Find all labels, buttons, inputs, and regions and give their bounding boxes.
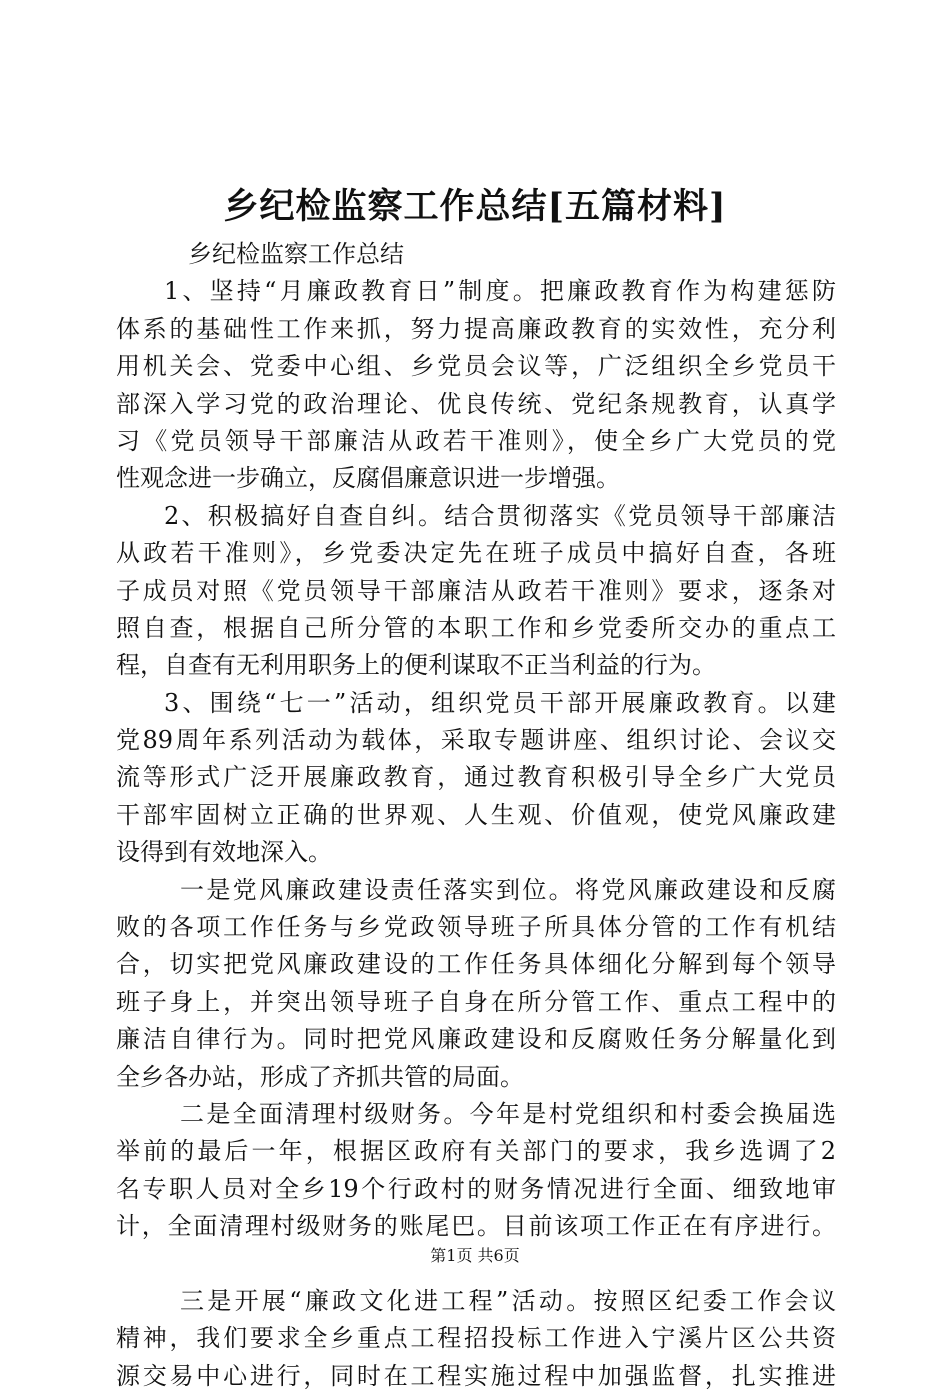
paragraph-line: 全乡各办站，形成了齐抓共管的局面。 bbox=[116, 1062, 524, 1091]
paragraph-line: 败的各项工作任务与乡党政领导班子所具体分管的工作有机结 bbox=[116, 913, 836, 942]
paragraph-line: 从政若干准则》，乡党委决定先在班子成员中搞好自查，各班 bbox=[116, 539, 836, 568]
paragraph-line: 习《党员领导干部廉洁从政若干准则》，使全乡广大党员的党 bbox=[116, 426, 836, 455]
paragraph-line: 二是全面清理村级财务。今年是村党组织和村委会换届选 bbox=[180, 1099, 836, 1128]
paragraph-line: 源交易中心进行，同时在工程实施过程中加强监督，扎实推进 bbox=[116, 1361, 836, 1390]
paragraph-line: 三是开展“廉政文化进工程”活动。按照区纪委工作会议 bbox=[180, 1286, 836, 1315]
document-body bbox=[116, 236, 836, 1395]
paragraph-line: 一是党风廉政建设责任落实到位。将党风廉政建设和反腐 bbox=[180, 875, 836, 904]
paragraph-line: 精神，我们要求全乡重点工程招投标工作进入宁溪片区公共资 bbox=[116, 1324, 836, 1353]
page-number: 第1页 共6页 bbox=[430, 1246, 520, 1265]
paragraph-line: 计，全面清理村级财务的账尾巴。目前该项工作正在有序进行。 bbox=[116, 1212, 836, 1241]
paragraph-line: 部深入学习党的政治理论、优良传统、党纪条规教育，认真学 bbox=[116, 389, 836, 418]
paragraph-line: 设得到有效地深入。 bbox=[116, 838, 332, 867]
paragraph-line: 班子身上，并突出领导班子自身在所分管工作、重点工程中的 bbox=[116, 987, 836, 1016]
paragraph-line: 2、积极搞好自查自纠。结合贯彻落实《党员领导干部廉洁 bbox=[164, 501, 836, 530]
paragraph-line: 流等形式广泛开展廉政教育，通过教育积极引导全乡广大党员 bbox=[116, 763, 836, 792]
paragraph-line: 党89周年系列活动为载体，采取专题讲座、组织讨论、会议交 bbox=[116, 726, 836, 755]
paragraph-line: 用机关会、党委中心组、乡党员会议等，广泛组织全乡党员干 bbox=[116, 352, 836, 381]
paragraph-line: 1、坚持“月廉政教育日”制度。把廉政教育作为构建惩防 bbox=[164, 277, 836, 306]
paragraph-line: 廉洁自律行为。同时把党风廉政建设和反腐败任务分解量化到 bbox=[116, 1025, 836, 1054]
paragraph-line: 举前的最后一年，根据区政府有关部门的要求，我乡选调了2 bbox=[116, 1137, 836, 1166]
paragraph-line: 干部牢固树立正确的世界观、人生观、价值观，使党风廉政建 bbox=[116, 800, 836, 829]
section-heading: 乡纪检监察工作总结 bbox=[188, 240, 404, 268]
document-title: 乡纪检监察工作总结[五篇材料] bbox=[223, 186, 727, 227]
paragraph-line: 合，切实把党风廉政建设的工作任务具体细化分解到每个领导 bbox=[116, 950, 836, 979]
paragraph-line: 性观念进一步确立，反腐倡廉意识进一步增强。 bbox=[116, 464, 620, 493]
paragraph-line: 3、围绕“七一”活动，组织党员干部开展廉政教育。以建 bbox=[164, 688, 836, 717]
paragraph-line: 照自查，根据自己所分管的本职工作和乡党委所交办的重点工 bbox=[116, 613, 836, 642]
paragraph-line: 体系的基础性工作来抓，努力提高廉政教育的实效性，充分利 bbox=[116, 314, 836, 343]
paragraph-line: 名专职人员对全乡19个行政村的财务情况进行全面、细致地审 bbox=[116, 1174, 836, 1203]
paragraph-line: 程，自查有无利用职务上的便利谋取不正当利益的行为。 bbox=[116, 651, 716, 680]
paragraph-line: 子成员对照《党员领导干部廉洁从政若干准则》要求，逐条对 bbox=[116, 576, 836, 605]
